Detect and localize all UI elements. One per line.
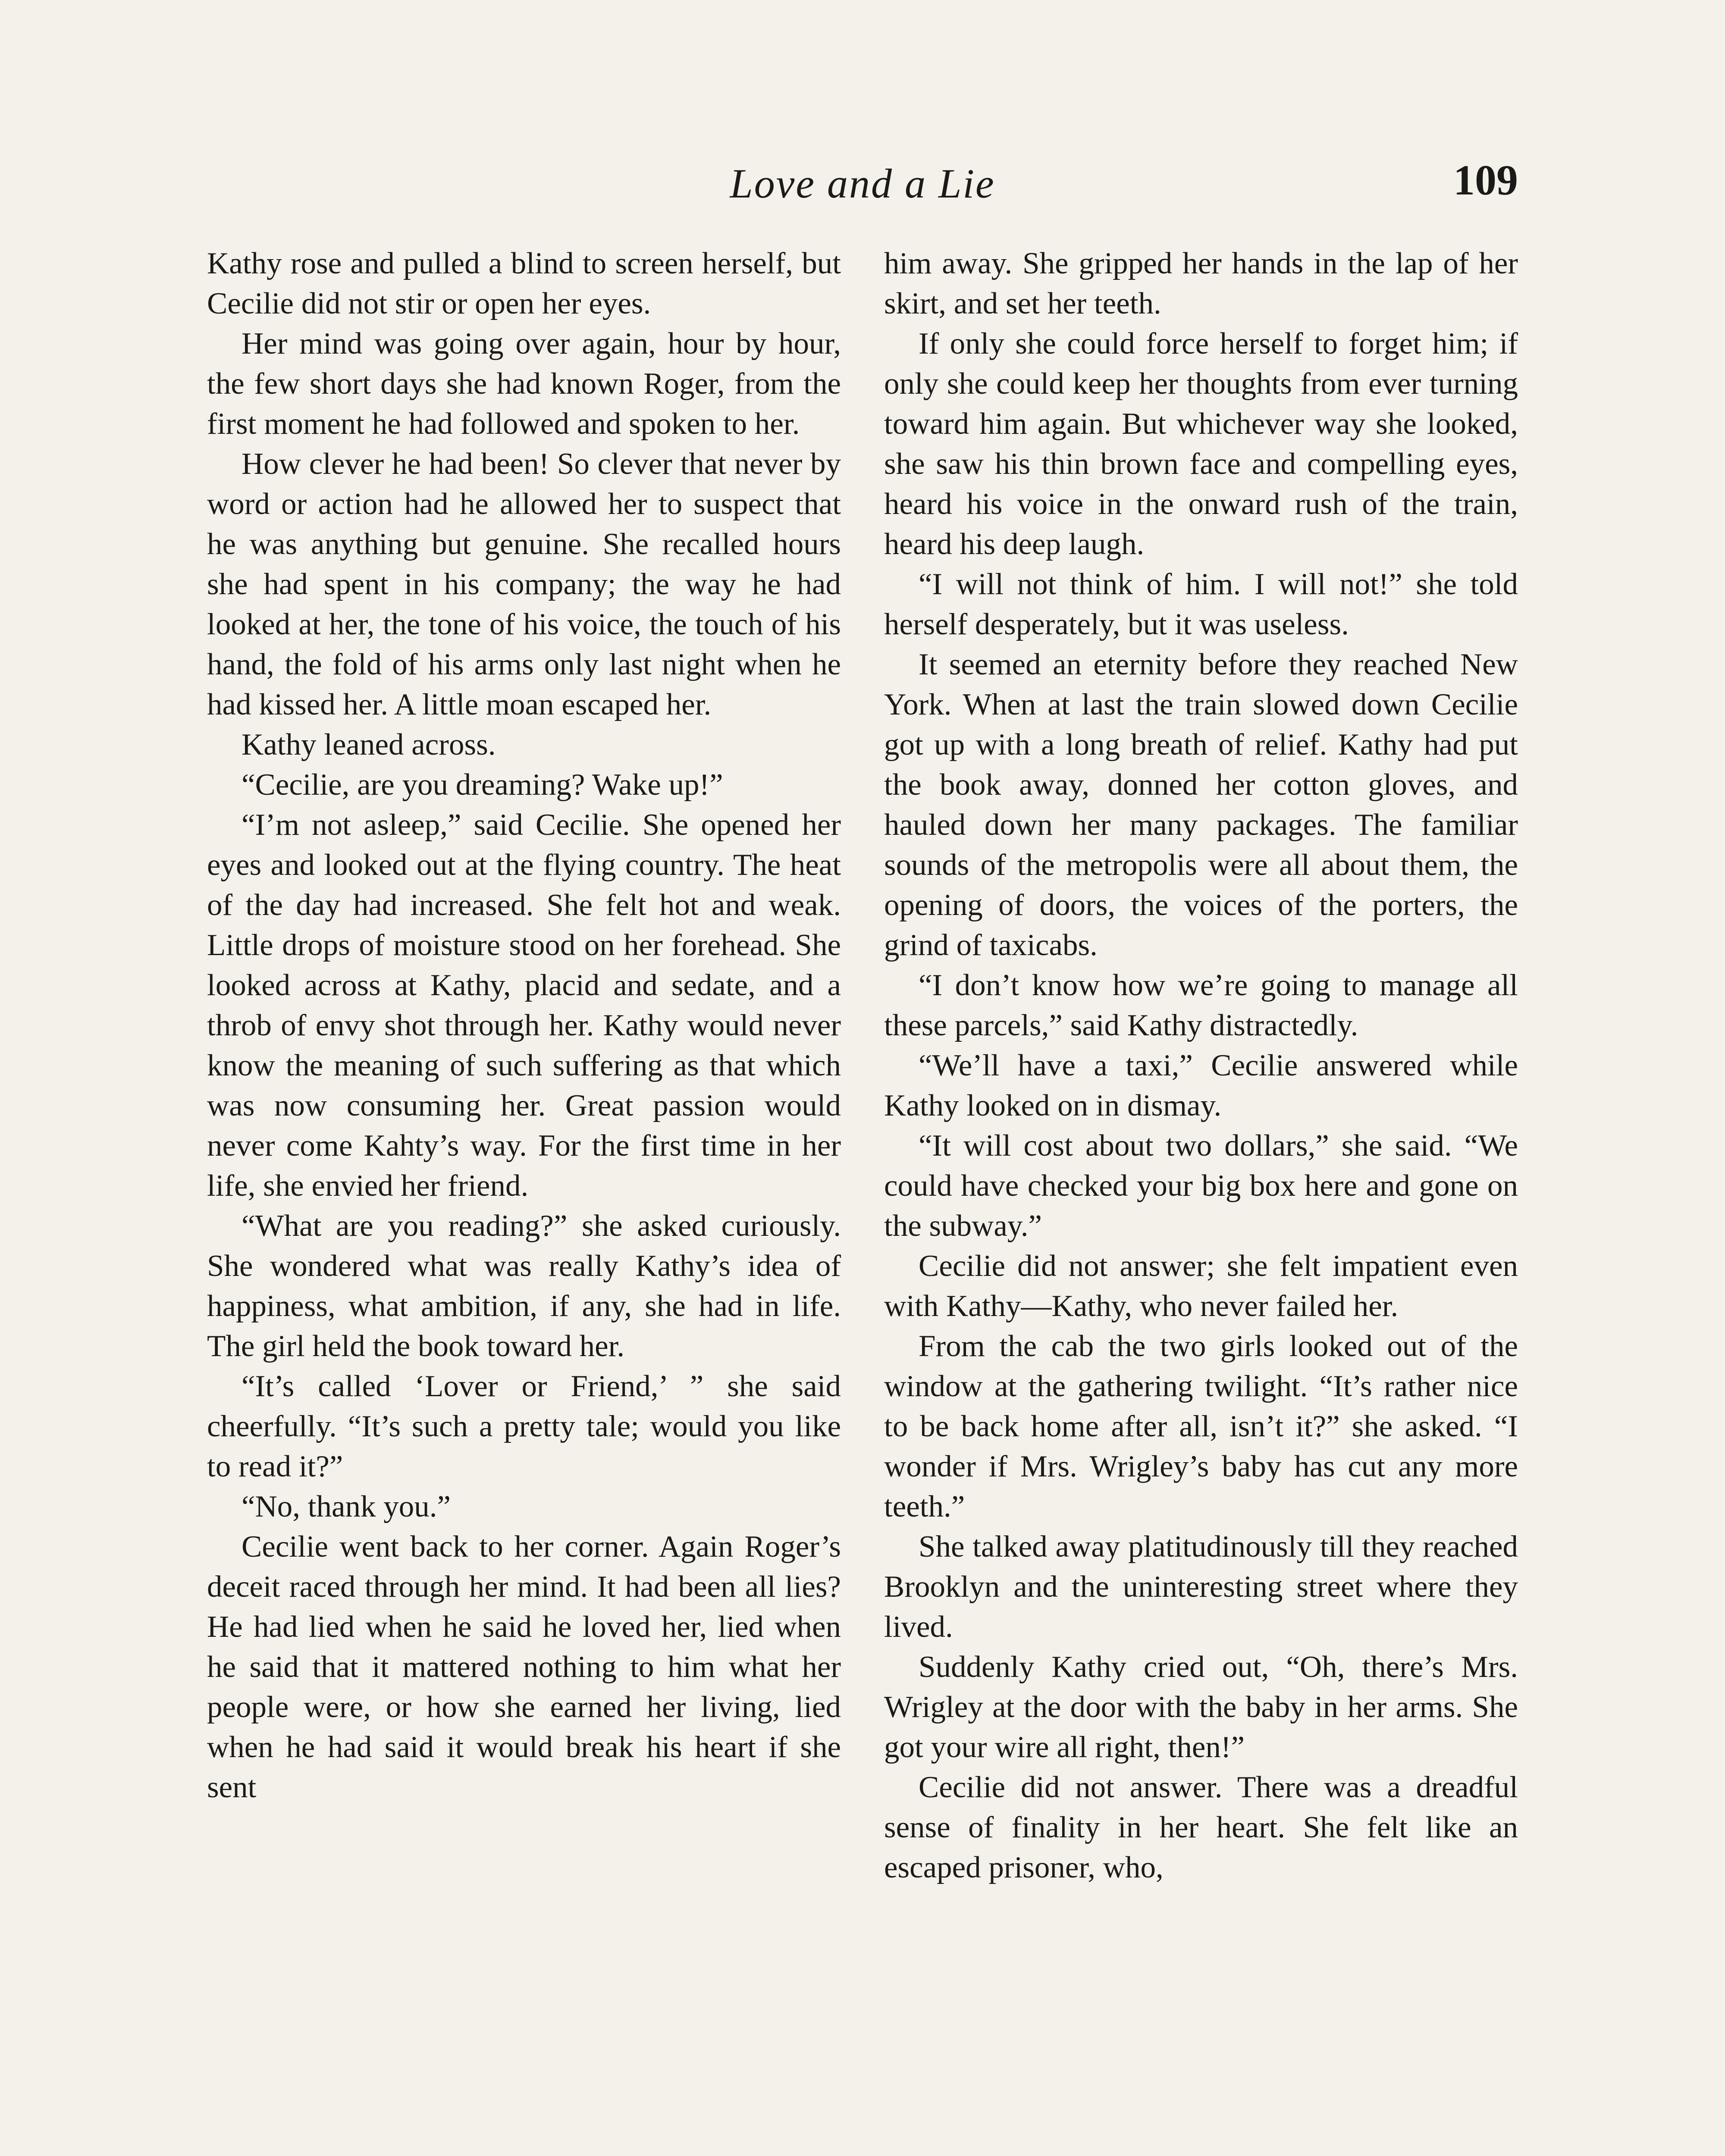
left-text-column (207, 244, 841, 2156)
paragraph: Kathy rose and pulled a blind to screen herself, but Cecilie did not stir or open her eyes. (207, 247, 841, 320)
paragraph: “I will not think of him. I will not!” she told herself desperately, but it was useless. (884, 567, 1518, 641)
paragraph: From the cab the two girls looked out of the window at the gathering twilight. “It’s rather nice to be back home after all, isn’t it?” she asked. “I wonder if Mrs. Wrigley’s baby has cut any more teeth.” (884, 1329, 1518, 1523)
paragraph: How clever he had been! So clever that never by word or action had he allowed her to suspect that he was anything but genuine. She recalled hours she had spent in his company; the way he had looked at her, the tone of his voice, the touch of his hand, the fold of his arms only last night when he had kissed her. A little moan escaped her. (207, 447, 841, 721)
paragraph: “We’ll have a taxi,” Cecilie answered while Kathy looked on in dismay. (884, 1049, 1518, 1122)
paragraph: “Cecilie, are you dreaming? Wake up!” (242, 768, 723, 802)
paragraph: If only she could force herself to forget him; if only she could keep her thoughts from ever turning toward him again. But whichever way she looked, she saw his thin brown face and compelling eyes, heard his voice in the onward rush of the train, heard his deep laugh. (884, 327, 1518, 561)
right-text-column (884, 244, 1518, 2156)
paragraph: Kathy leaned across. (242, 728, 496, 761)
paragraph: “What are you reading?” she asked curiously. She wondered what was really Kathy’s idea of happiness, what ambition, if any, she had in life. The girl held the book toward her. (207, 1209, 841, 1363)
paragraph: Cecilie did not answer. There was a dreadful sense of finality in her heart. She felt like an escaped prisoner, who, (884, 1771, 1518, 1884)
paragraph: Suddenly Kathy cried out, “Oh, there’s Mrs. Wrigley at the door with the baby in her arms. She got your wire all right, then!” (884, 1650, 1518, 1764)
paragraph: “It will cost about two dollars,” she said. “We could have checked your big box here and gone on the subway.” (884, 1129, 1518, 1243)
paragraph: It seemed an eternity before they reached New York. When at last the train slowed down Cecilie got up with a long breath of relief. Kathy had put the book away, donned her cotton gloves, and hauled down her many packages. The familiar sounds of the metropolis were all about them, the opening of doors, the voices of the porters, the grind of taxicabs. (884, 648, 1518, 962)
paragraph: Cecilie did not answer; she felt impatient even with Kathy—Kathy, who never failed her. (884, 1249, 1518, 1323)
running-title: Love and a Lie (730, 160, 995, 207)
paragraph: She talked away platitudinously till they reached Brooklyn and the uninteresting street where they lived. (884, 1530, 1518, 1644)
page-header (207, 155, 1518, 229)
paragraph: Her mind was going over again, hour by hour, the few short days she had known Roger, from the first moment he had followed and spoken to her. (207, 327, 841, 441)
page-number: 109 (1453, 156, 1518, 204)
paragraph: “It’s called ‘Lover or Friend,’ ” she said cheerfully. “It’s such a pretty tale; would you like to read it?” (207, 1369, 841, 1483)
paragraph: him away. She gripped her hands in the lap of her skirt, and set her teeth. (884, 247, 1518, 320)
paragraph: “I don’t know how we’re going to manage all these parcels,” said Kathy distractedly. (884, 968, 1518, 1042)
paragraph: “I’m not asleep,” said Cecilie. She opened her eyes and looked out at the flying country. The heat of the day had increased. She felt hot and weak. Little drops of moisture stood on her forehead. She looked across at Kathy, placid and sedate, and a throb of envy shot through her. Kathy would never know the meaning of such suffering as that which was now consuming her. Great passion would never come Kahty’s way. For the first time in her life, she envied her friend. (207, 808, 841, 1203)
paragraph: “No, thank you.” (242, 1490, 451, 1523)
paragraph: Cecilie went back to her corner. Again Roger’s deceit raced through her mind. It had been all lies? He had lied when he said he loved her, lied when he said that it mattered nothing to him what her people were, or how she earned her living, lied when he had said it would break his heart if she sent (207, 1530, 841, 1804)
